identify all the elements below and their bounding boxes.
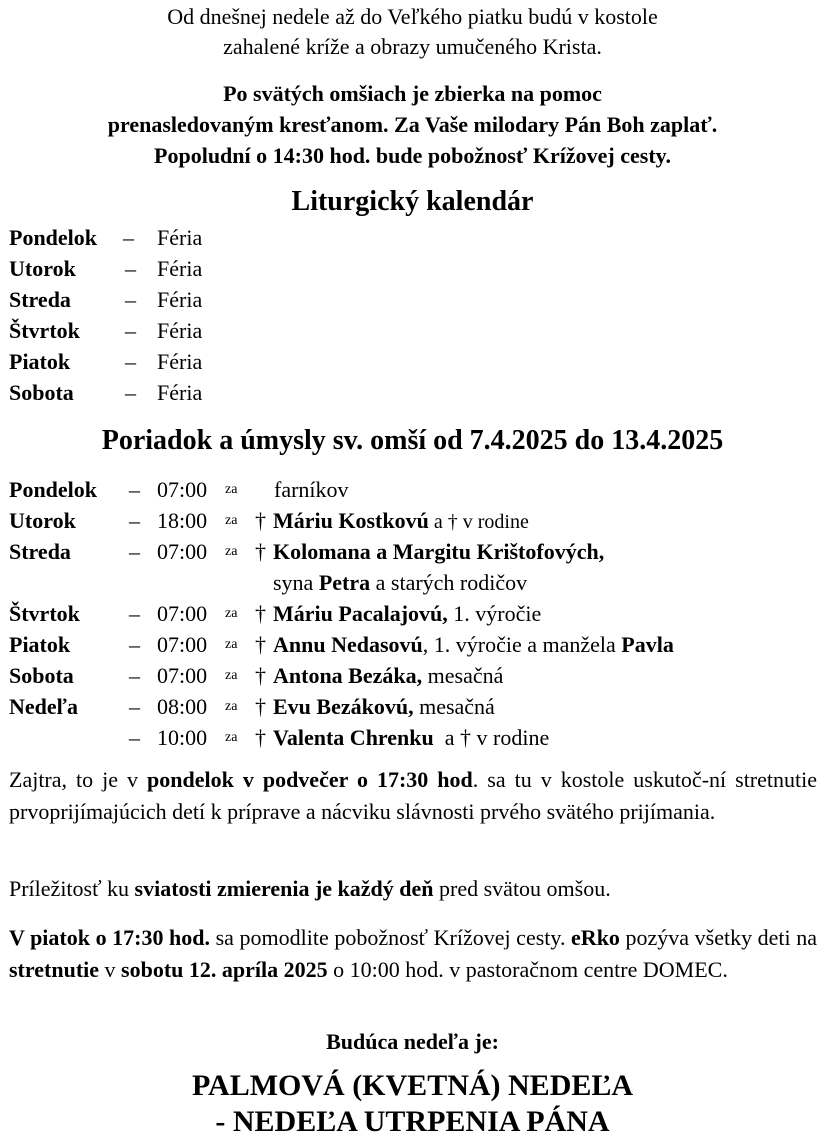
mass-time: 08:00 bbox=[157, 694, 208, 719]
cross-icon: † bbox=[255, 725, 266, 750]
calendar-day: Pondelok bbox=[9, 225, 98, 250]
intention-name: Máriu Kostkovú bbox=[273, 508, 429, 533]
paragraph-bold: eRko bbox=[571, 925, 620, 950]
mass-dash: – bbox=[129, 601, 140, 626]
calendar-value: Féria bbox=[157, 380, 203, 405]
mass-za: za bbox=[225, 513, 238, 528]
mass-intention bbox=[273, 660, 503, 691]
mass-row bbox=[9, 474, 809, 505]
mass-row bbox=[9, 536, 809, 567]
paragraph-bold: sviatosti zmierenia je každý deň bbox=[134, 876, 434, 901]
intention-name: Annu Nedasovú bbox=[273, 632, 423, 657]
intention-rest: , 1. výročie a manžela bbox=[422, 632, 622, 657]
calendar-heading: Liturgický kalendár bbox=[291, 186, 534, 217]
mass-day: Pondelok bbox=[9, 477, 98, 502]
mass-intention bbox=[273, 567, 527, 598]
paragraph-text: v bbox=[99, 957, 122, 982]
paragraph-text: . sa tu v kostole uskutoč-ní stretnutie prvoprijímajúcich detí k príprave a nácviku slávnosti prvého svätého prijímania. bbox=[9, 767, 817, 824]
intention-name: Kolomana a Margitu Krištofových, bbox=[273, 539, 605, 564]
mass-dash: – bbox=[129, 632, 140, 657]
feast-line-2: - NEDEĽA UTRPENIA PÁNA bbox=[215, 1105, 610, 1138]
mass-row-continuation bbox=[9, 567, 809, 598]
mass-day: Piatok bbox=[9, 632, 71, 657]
next-sunday-label: Budúca nedeľa je: bbox=[326, 1029, 499, 1054]
cross-icon: † bbox=[255, 539, 266, 564]
mass-row bbox=[9, 722, 809, 753]
mass-row bbox=[9, 660, 809, 691]
intro-notice bbox=[0, 2, 825, 62]
intention-rest: mesačná bbox=[422, 663, 504, 688]
calendar-dash: – bbox=[125, 349, 136, 374]
cross-icon: † bbox=[255, 508, 266, 533]
intention-rest: mesačná bbox=[413, 694, 495, 719]
intention-prefix: syna bbox=[273, 570, 319, 595]
cross-icon: † bbox=[255, 663, 266, 688]
mass-row bbox=[9, 598, 809, 629]
intro-line-2: zahalené kríže a obrazy umučeného Krista. bbox=[223, 34, 602, 59]
mass-time: 07:00 bbox=[157, 663, 208, 688]
collection-announcement bbox=[0, 78, 825, 171]
calendar-day: Štvrtok bbox=[9, 318, 80, 343]
calendar-dash: – bbox=[125, 287, 136, 312]
mass-time: 07:00 bbox=[157, 632, 208, 657]
mass-row bbox=[9, 629, 809, 660]
mass-time: 07:00 bbox=[157, 539, 208, 564]
mass-day: Nedeľa bbox=[9, 694, 78, 719]
mass-schedule-heading: Poriadok a úmysly sv. omší od 7.4.2025 do 13.4.2025 bbox=[101, 425, 724, 456]
paragraph-text: Zajtra, to je v bbox=[9, 767, 148, 792]
intention-name: Máriu Pacalajovú, bbox=[273, 601, 448, 626]
paragraph-bold: pondelok v podvečer o 17:30 hod bbox=[147, 767, 473, 792]
calendar-day: Utorok bbox=[9, 256, 76, 281]
mass-dash: – bbox=[129, 508, 140, 533]
calendar-value: Féria bbox=[157, 318, 203, 343]
intention-rest: a starých rodičov bbox=[370, 570, 528, 595]
intention-rest: a † v rodine bbox=[428, 511, 529, 533]
mass-dash: – bbox=[129, 477, 140, 502]
mass-dash: – bbox=[129, 539, 140, 564]
mass-time: 07:00 bbox=[157, 477, 208, 502]
mass-intention bbox=[273, 722, 549, 753]
paragraph-bold: V piatok o 17:30 hod. bbox=[9, 925, 211, 950]
paragraph-text: Príležitosť ku bbox=[9, 876, 135, 901]
paragraph-way-of-cross bbox=[9, 922, 817, 986]
mass-intention bbox=[273, 691, 495, 722]
mass-intention bbox=[273, 598, 541, 629]
mass-za: za bbox=[225, 606, 238, 621]
mass-za: za bbox=[225, 637, 238, 652]
mass-time: 18:00 bbox=[157, 508, 208, 533]
mass-day: Sobota bbox=[9, 663, 74, 688]
paragraph-text: pozýva všetky deti na bbox=[619, 925, 817, 950]
mass-za: za bbox=[225, 699, 238, 714]
mass-za: za bbox=[225, 482, 238, 497]
announcement-line-2: prenasledovaným kresťanom. Za Vaše milodary Pán Boh zaplať. bbox=[107, 112, 718, 137]
mass-za: za bbox=[225, 730, 238, 745]
intention-name: Evu Bezákovú, bbox=[273, 694, 414, 719]
intention-name: Petra bbox=[318, 570, 371, 595]
paragraph-text: pred svätou omšou. bbox=[433, 876, 611, 901]
mass-day: Štvrtok bbox=[9, 601, 80, 626]
calendar-day: Piatok bbox=[9, 349, 71, 374]
paragraph-text: sa pomodlite pobožnosť Krížovej cesty. bbox=[210, 925, 572, 950]
feast-line-1: PALMOVÁ (KVETNÁ) NEDEĽA bbox=[191, 1069, 634, 1102]
next-sunday-feast bbox=[0, 1068, 825, 1140]
cross-icon: † bbox=[255, 601, 266, 626]
calendar-day: Sobota bbox=[9, 380, 74, 405]
mass-dash: – bbox=[129, 694, 140, 719]
mass-day: Streda bbox=[9, 539, 71, 564]
intention-name-2: Pavla bbox=[621, 632, 674, 657]
announcement-line-1: Po svätých omšiach je zbierka na pomoc bbox=[223, 81, 602, 106]
intention-name: Antona Bezáka, bbox=[273, 663, 423, 688]
cross-icon: † bbox=[255, 694, 266, 719]
mass-time: 10:00 bbox=[157, 725, 208, 750]
announcement-line-3: Popoludní o 14:30 hod. bude pobožnosť Krížovej cesty. bbox=[154, 143, 671, 168]
paragraph-confession bbox=[9, 873, 817, 905]
mass-row bbox=[9, 691, 809, 722]
cross-icon: † bbox=[255, 632, 266, 657]
paragraph-bold: sobotu 12. apríla 2025 bbox=[121, 957, 328, 982]
calendar-dash: – bbox=[125, 256, 136, 281]
intention-name: Valenta Chrenku bbox=[273, 725, 434, 750]
calendar-value: Féria bbox=[157, 287, 203, 312]
mass-dash: – bbox=[129, 663, 140, 688]
intro-line-1: Od dnešnej nedele až do Veľkého piatku budú v kostole bbox=[167, 4, 658, 29]
mass-dash: – bbox=[129, 725, 140, 750]
calendar-value: Féria bbox=[157, 256, 203, 281]
mass-za: za bbox=[225, 668, 238, 683]
paragraph-first-communion bbox=[9, 764, 817, 828]
mass-za: za bbox=[225, 544, 238, 559]
calendar-dash: – bbox=[123, 225, 134, 250]
paragraph-text: o 10:00 hod. v pastoračnom centre DOMEC. bbox=[327, 957, 728, 982]
calendar-dash: – bbox=[125, 380, 136, 405]
mass-intention bbox=[273, 629, 674, 660]
intention-rest: a † v rodine bbox=[433, 725, 550, 750]
mass-intention: farníkov bbox=[274, 477, 349, 502]
mass-intention bbox=[273, 505, 529, 538]
mass-row bbox=[9, 505, 809, 536]
mass-time: 07:00 bbox=[157, 601, 208, 626]
mass-day: Utorok bbox=[9, 508, 76, 533]
calendar-dash: – bbox=[125, 318, 136, 343]
mass-schedule bbox=[9, 474, 809, 753]
calendar-value: Féria bbox=[157, 225, 203, 250]
paragraph-bold: stretnutie bbox=[9, 957, 100, 982]
calendar-day: Streda bbox=[9, 287, 71, 312]
calendar-value: Féria bbox=[157, 349, 203, 374]
intention-rest: 1. výročie bbox=[447, 601, 542, 626]
